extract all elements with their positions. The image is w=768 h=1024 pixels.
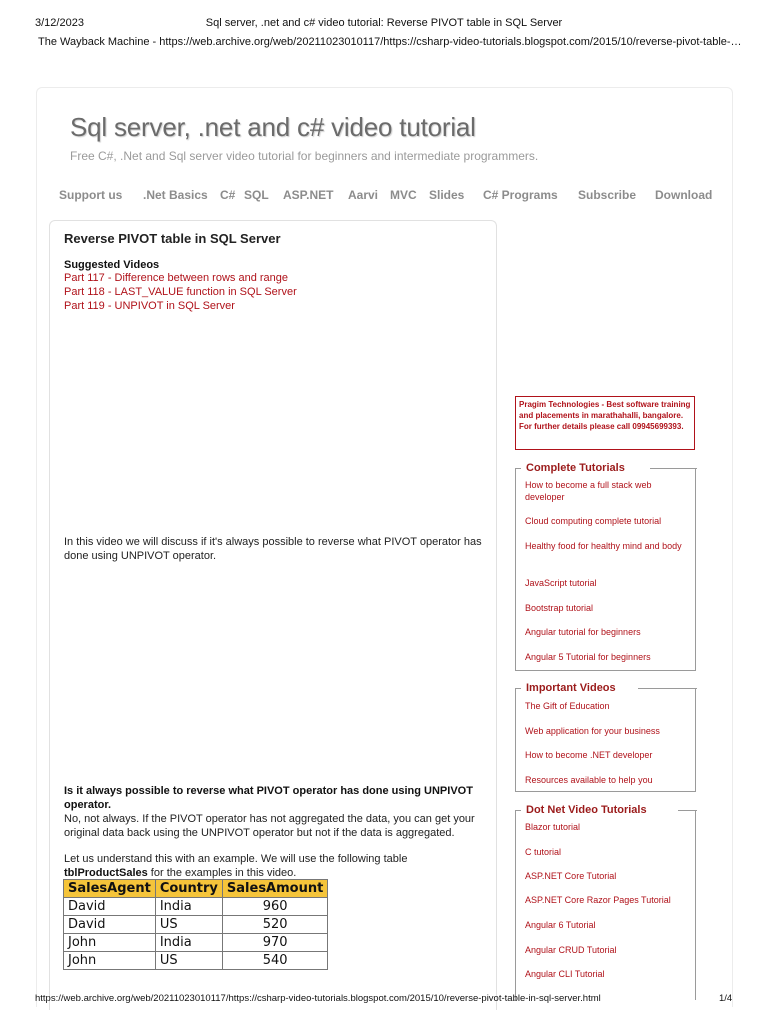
post-title: Reverse PIVOT table in SQL Server — [64, 231, 281, 246]
question-paragraph — [64, 784, 484, 840]
suggested-link-part-118[interactable]: Part 118 - LAST_VALUE function in SQL Server — [64, 286, 297, 298]
widget-border-top — [515, 810, 521, 811]
nav-mvc[interactable]: MVC — [390, 188, 417, 202]
video-link[interactable]: How to become .NET developer — [525, 750, 653, 760]
intro-line: In this video we will discuss if it's always possible to reverse what PIVOT operator has — [64, 536, 482, 548]
dotnet-tutorial-link[interactable]: ASP.NET Core Razor Pages Tutorial — [525, 895, 671, 905]
site-description: Free C#, .Net and Sql server video tutorial for beginners and intermediate programmers. — [70, 149, 539, 163]
cell-sales-amount: 520 — [222, 916, 327, 934]
widget-border-top — [650, 468, 697, 469]
wayback-archive-line: The Wayback Machine - https://web.archive.org/web/20211023010117/https://csharp-video-tutorials.blogspot.com/2015/10/reverse-pivot-table-… — [38, 36, 742, 48]
dotnet-tutorial-link[interactable]: C tutorial — [525, 847, 562, 857]
nav-aarvi[interactable]: Aarvi — [348, 188, 379, 202]
nav-net-basics[interactable]: .Net Basics — [143, 188, 208, 202]
widget-title-important-videos: Important Videos — [526, 682, 616, 694]
widget-dot-net-video-tutorials — [515, 804, 696, 1000]
answer-line: original data back using the UNPIVOT operator but not if the data is aggregated. — [64, 827, 455, 839]
nav-slides[interactable]: Slides — [429, 188, 465, 202]
intro-line: done using UNPIVOT operator. — [64, 550, 217, 562]
tutorial-link[interactable]: Cloud computing complete tutorial — [525, 516, 662, 526]
widget-complete-tutorials — [515, 462, 696, 671]
table-row — [64, 898, 328, 916]
example-paragraph — [64, 852, 484, 880]
widget-border-top — [515, 688, 521, 689]
video-link[interactable]: Resources available to help you — [525, 775, 653, 785]
table-header-row — [64, 880, 328, 898]
suggested-link-part-117[interactable]: Part 117 - Difference between rows and range — [64, 272, 289, 284]
sales-table — [63, 879, 328, 970]
tutorial-link[interactable]: Angular tutorial for beginners — [525, 627, 641, 637]
print-page-number: 1/4 — [719, 993, 733, 1004]
tutorial-link[interactable]: How to become a full stack web developer — [525, 480, 652, 502]
cell-country: US — [155, 952, 222, 970]
example-table-name: tblProductSales — [64, 867, 148, 879]
column-header-sales-amount: SalesAmount — [222, 880, 327, 898]
widget-border-top — [515, 468, 521, 469]
cell-country: US — [155, 916, 222, 934]
nav-subscribe[interactable]: Subscribe — [578, 188, 637, 202]
print-footer — [0, 993, 768, 1007]
print-date: 3/12/2023 — [35, 17, 84, 29]
tutorial-link[interactable]: JavaScript tutorial — [525, 578, 597, 588]
cell-country: India — [155, 934, 222, 952]
dotnet-tutorial-link[interactable]: Angular 6 Tutorial — [525, 920, 596, 930]
suggested-link-part-119[interactable]: Part 119 - UNPIVOT in SQL Server — [64, 300, 235, 312]
nav-csharp-programs[interactable]: C# Programs — [483, 188, 558, 202]
table-row — [64, 952, 328, 970]
tutorial-link[interactable]: Angular 5 Tutorial for beginners — [525, 652, 651, 662]
answer-line: No, not always. If the PIVOT operator has not aggregated the data, you can get your — [64, 813, 475, 825]
nav-support-us[interactable]: Support us — [59, 188, 123, 202]
cell-sales-agent: David — [64, 916, 156, 934]
question-heading-line: Is it always possible to reverse what PIVOT operator has done using UNPIVOT — [64, 785, 473, 797]
column-header-country: Country — [155, 880, 222, 898]
site-title-link[interactable]: Sql server, .net and c# video tutorial — [70, 112, 476, 142]
nav-download[interactable]: Download — [655, 188, 713, 202]
cell-sales-amount: 970 — [222, 934, 327, 952]
top-navigation — [0, 188, 768, 204]
cell-sales-agent: John — [64, 952, 156, 970]
widget-important-videos — [515, 682, 696, 792]
nav-aspnet[interactable]: ASP.NET — [283, 188, 334, 202]
video-link[interactable]: The Gift of Education — [525, 701, 610, 711]
pragim-promo-link[interactable]: Pragim Technologies - Best software training and placements in marathahalli, bangalore. For further details please call 09945699393. — [515, 396, 695, 450]
dotnet-tutorial-link[interactable]: Angular CRUD Tutorial — [525, 945, 617, 955]
widget-title-complete-tutorials: Complete Tutorials — [526, 462, 625, 474]
table-row — [64, 934, 328, 952]
example-line — [64, 866, 484, 880]
example-line: Let us understand this with an example. We will use the following table — [64, 853, 408, 865]
widget-border-top — [638, 688, 697, 689]
video-link[interactable]: Web application for your business — [525, 726, 660, 736]
cell-country: India — [155, 898, 222, 916]
print-header — [0, 0, 768, 50]
widget-title-dot-net-video-tutorials: Dot Net Video Tutorials — [526, 804, 647, 816]
table-row — [64, 916, 328, 934]
intro-paragraph — [64, 535, 484, 563]
tutorial-link[interactable]: Healthy food for healthy mind and body — [525, 541, 682, 551]
dotnet-tutorial-link[interactable]: ASP.NET Core Tutorial — [525, 871, 617, 881]
nav-csharp[interactable]: C# — [220, 188, 236, 202]
question-heading-line: operator. — [64, 799, 112, 811]
cell-sales-agent: John — [64, 934, 156, 952]
dotnet-tutorial-link[interactable]: Angular CLI Tutorial — [525, 969, 605, 979]
suggested-videos-label: Suggested Videos — [64, 259, 160, 271]
dotnet-tutorial-link[interactable]: Blazor tutorial — [525, 822, 581, 832]
cell-sales-amount: 540 — [222, 952, 327, 970]
nav-sql[interactable]: SQL — [244, 188, 269, 202]
example-line-rest: for the examples in this video. — [147, 867, 297, 879]
print-footer-url: https://web.archive.org/web/20211023010117/https://csharp-video-tutorials.blogspot.com/2015/10/reverse-pivot-table-in-sql-server.html — [35, 993, 601, 1004]
tutorial-link[interactable]: Bootstrap tutorial — [525, 603, 594, 613]
column-header-sales-agent: SalesAgent — [64, 880, 156, 898]
cell-sales-amount: 960 — [222, 898, 327, 916]
widget-border-top — [678, 810, 697, 811]
print-page-title: Sql server, .net and c# video tutorial: Reverse PIVOT table in SQL Server — [205, 17, 563, 29]
cell-sales-agent: David — [64, 898, 156, 916]
